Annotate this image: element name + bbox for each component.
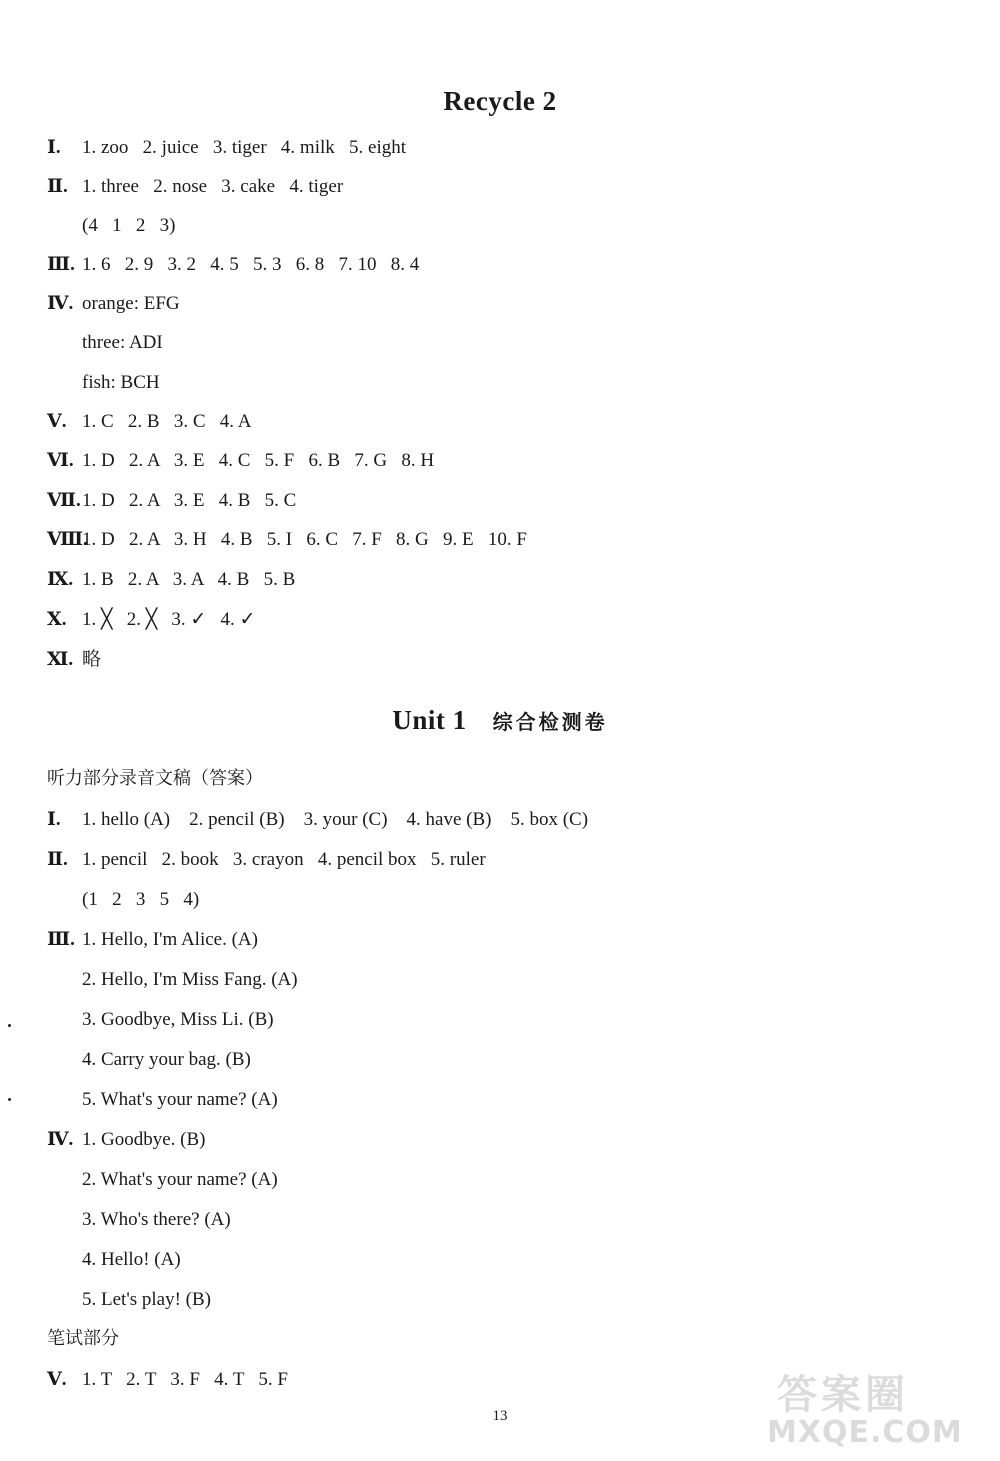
site-watermark bbox=[767, 1363, 982, 1453]
question-number: Ⅴ. bbox=[47, 411, 67, 432]
page-number: 13 bbox=[492, 1408, 508, 1424]
answer-text: 1. 6 2. 9 3. 2 4. 5 5. 3 6. 8 7. 10 8. 4 bbox=[82, 254, 420, 275]
answer-line bbox=[82, 371, 160, 395]
answer-line bbox=[47, 848, 486, 872]
written-section-label: 笔试部分 bbox=[47, 1328, 119, 1349]
answer-line bbox=[47, 608, 255, 632]
watermark-logo-text: 答案圈 bbox=[777, 1372, 909, 1418]
question-number: Ⅶ. bbox=[47, 490, 81, 511]
listening-section-label: 听力部分录音文稿（答案） bbox=[47, 768, 263, 789]
question-number: Ⅴ. bbox=[47, 1369, 67, 1390]
answer-line bbox=[82, 1248, 181, 1272]
answer-text: 5. Let's play! (B) bbox=[82, 1289, 212, 1310]
question-number: Ⅳ. bbox=[47, 293, 74, 314]
answer-text: three: ADI bbox=[82, 332, 163, 353]
answer-line bbox=[82, 888, 199, 912]
question-number: Ⅷ. bbox=[47, 529, 88, 550]
recycle-title-text: Recycle 2 bbox=[443, 86, 557, 116]
question-number: Ⅵ. bbox=[47, 450, 74, 471]
answer-text: 1. Goodbye. (B) bbox=[82, 1129, 206, 1150]
scan-speck bbox=[8, 1024, 11, 1027]
answer-text: 略 bbox=[82, 649, 102, 670]
answer-text: 1. T 2. T 3. F 4. T 5. F bbox=[82, 1369, 288, 1390]
answer-line bbox=[47, 1368, 288, 1392]
answer-line bbox=[47, 528, 527, 552]
answer-text: 1. ╳ 2. ╳ 3. ✓ 4. ✓ bbox=[82, 609, 256, 630]
scan-speck bbox=[8, 1098, 11, 1101]
answer-text: 1. three 2. nose 3. cake 4. tiger bbox=[82, 176, 344, 197]
answer-text: orange: EFG bbox=[82, 293, 180, 314]
question-number: Ⅳ. bbox=[47, 1129, 74, 1150]
question-number: Ⅱ. bbox=[47, 176, 68, 197]
answer-line bbox=[47, 449, 434, 473]
answer-text: fish: BCH bbox=[82, 372, 160, 393]
answer-text: 4. Hello! (A) bbox=[82, 1249, 181, 1270]
answer-text: 1. C 2. B 3. C 4. A bbox=[82, 411, 252, 432]
answer-line bbox=[47, 928, 258, 952]
answer-line bbox=[82, 1168, 278, 1192]
answer-text: 1. D 2. A 3. H 4. B 5. I 6. C 7. F 8. G 9. E 10. F bbox=[82, 529, 527, 550]
answer-text: 1. B 2. A 3. A 4. B 5. B bbox=[82, 569, 296, 590]
question-number: Ⅺ. bbox=[47, 649, 74, 670]
answer-line bbox=[82, 1288, 211, 1312]
answer-line bbox=[82, 331, 163, 355]
question-number: Ⅰ. bbox=[47, 809, 61, 830]
recycle-title bbox=[0, 86, 1000, 117]
answer-line bbox=[82, 968, 298, 992]
answer-text: 4. Carry your bag. (B) bbox=[82, 1049, 251, 1070]
answer-line bbox=[47, 648, 101, 672]
answer-line bbox=[47, 175, 343, 199]
answer-text: 3. Who's there? (A) bbox=[82, 1209, 231, 1230]
question-number: Ⅸ. bbox=[47, 569, 74, 590]
answer-text: 3. Goodbye, Miss Li. (B) bbox=[82, 1009, 274, 1030]
answer-line bbox=[82, 1008, 274, 1032]
question-number: Ⅲ. bbox=[47, 254, 75, 275]
watermark-domain: MXQE.COM bbox=[767, 1415, 963, 1450]
question-number: Ⅰ. bbox=[47, 137, 61, 158]
answer-text: 2. Hello, I'm Miss Fang. (A) bbox=[82, 969, 298, 990]
answer-text: (4 1 2 3) bbox=[82, 215, 176, 236]
answer-text: 2. What's your name? (A) bbox=[82, 1169, 278, 1190]
answer-line bbox=[82, 214, 175, 238]
answer-line bbox=[47, 1128, 205, 1152]
answer-line bbox=[47, 489, 296, 513]
answer-line bbox=[47, 410, 251, 434]
answer-line bbox=[82, 1048, 251, 1072]
answer-line bbox=[47, 136, 406, 160]
answer-text: 1. zoo 2. juice 3. tiger 4. milk 5. eight bbox=[82, 137, 407, 158]
answer-text: 1. Hello, I'm Alice. (A) bbox=[82, 929, 258, 950]
answer-text: 5. What's your name? (A) bbox=[82, 1089, 278, 1110]
question-number: Ⅹ. bbox=[47, 609, 67, 630]
answer-text: 1. hello (A) 2. pencil (B) 3. your (C) 4. have (B) 5. box (C) bbox=[82, 809, 589, 830]
answer-line bbox=[47, 568, 295, 592]
unit1-subtitle: 综合检测卷 bbox=[492, 710, 608, 734]
answer-text: 1. D 2. A 3. E 4. C 5. F 6. B 7. G 8. H bbox=[82, 450, 435, 471]
question-number: Ⅲ. bbox=[47, 929, 75, 950]
answer-line bbox=[82, 1088, 278, 1112]
answer-text: 1. D 2. A 3. E 4. B 5. C bbox=[82, 490, 297, 511]
unit1-title bbox=[0, 705, 1000, 736]
answer-line bbox=[82, 1208, 231, 1232]
answer-line bbox=[47, 292, 180, 316]
answer-text: 1. pencil 2. book 3. crayon 4. pencil box 5. ruler bbox=[82, 849, 486, 870]
unit1-title-text: Unit 1 bbox=[392, 705, 467, 735]
answer-line bbox=[47, 808, 588, 832]
answer-text: (1 2 3 5 4) bbox=[82, 889, 200, 910]
question-number: Ⅱ. bbox=[47, 849, 68, 870]
answer-line bbox=[47, 253, 419, 277]
